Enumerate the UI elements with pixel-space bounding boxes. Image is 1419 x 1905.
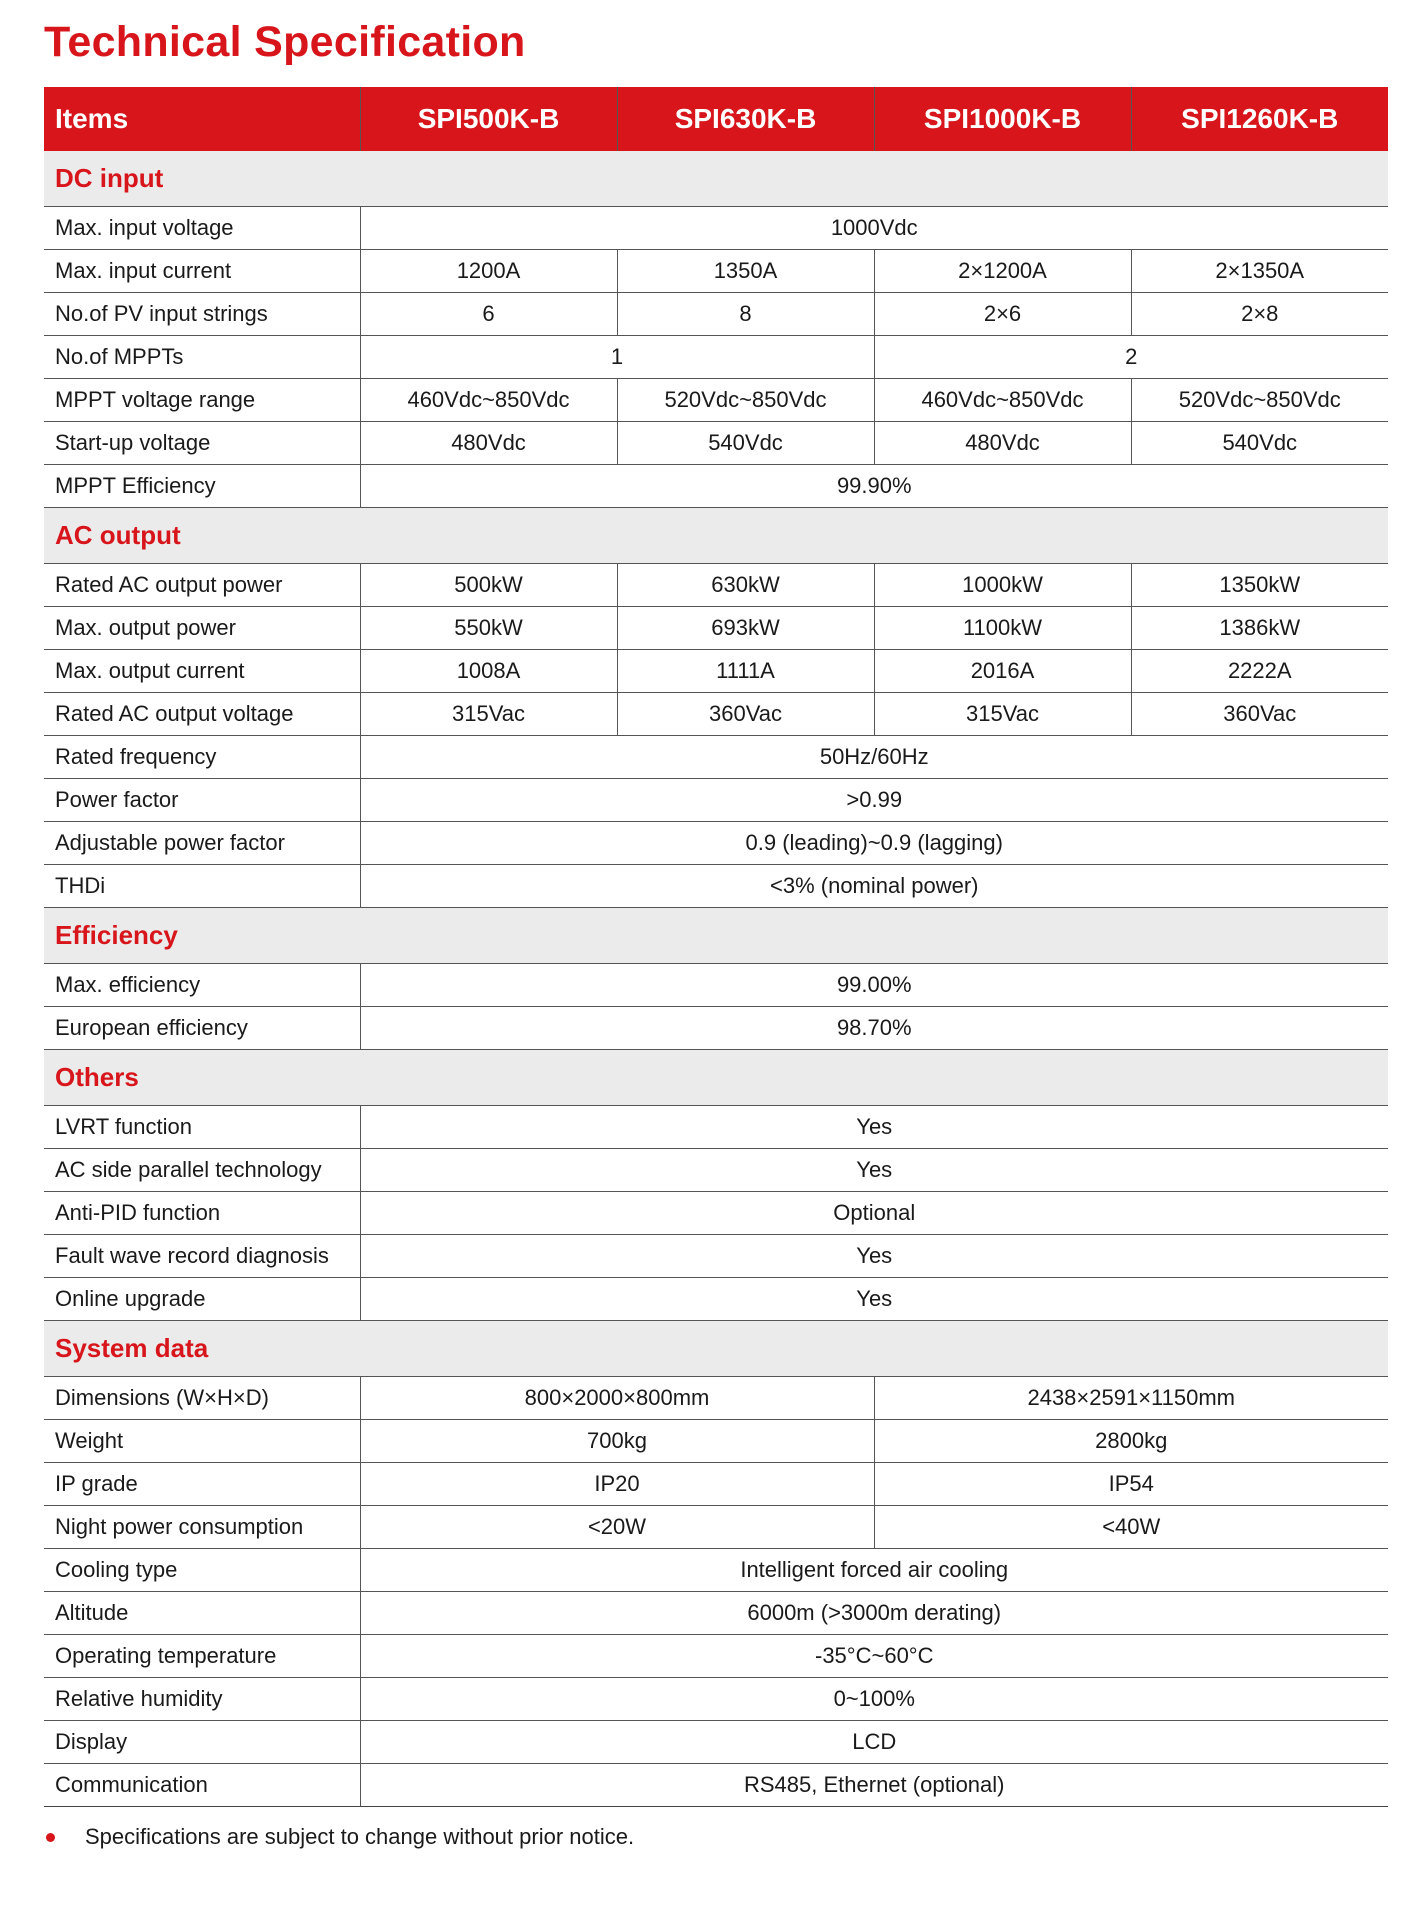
row-label: THDi: [44, 865, 360, 908]
section-header-row: [44, 508, 1388, 564]
row-value: 99.00%: [360, 964, 1388, 1007]
row-value: 1111A: [617, 650, 874, 693]
row-value: 540Vdc: [617, 422, 874, 465]
header-model: SPI500K-B: [360, 87, 617, 151]
row-label: AC side parallel technology: [44, 1149, 360, 1192]
row-label: Night power consumption: [44, 1506, 360, 1549]
row-label: Rated frequency: [44, 736, 360, 779]
row-label: Anti-PID function: [44, 1192, 360, 1235]
row-label: Dimensions (W×H×D): [44, 1377, 360, 1420]
table-row: [44, 1235, 1388, 1278]
footnote: [44, 1824, 634, 1850]
row-value: 6: [360, 293, 617, 336]
row-value: Yes: [360, 1149, 1388, 1192]
row-value: -35°C~60°C: [360, 1635, 1388, 1678]
table-row: [44, 293, 1388, 336]
row-label: Max. input voltage: [44, 207, 360, 250]
row-label: IP grade: [44, 1463, 360, 1506]
table-row: [44, 822, 1388, 865]
table-row: [44, 1549, 1388, 1592]
section-title: AC output: [44, 508, 1388, 564]
row-value: 1100kW: [874, 607, 1131, 650]
table-row: [44, 693, 1388, 736]
row-label: MPPT Efficiency: [44, 465, 360, 508]
spec-table-body: [44, 151, 1388, 1807]
row-value: 550kW: [360, 607, 617, 650]
table-row: [44, 650, 1388, 693]
row-label: No.of PV input strings: [44, 293, 360, 336]
row-label: European efficiency: [44, 1007, 360, 1050]
table-row: [44, 607, 1388, 650]
bullet-icon: [46, 1833, 55, 1842]
section-title: Efficiency: [44, 908, 1388, 964]
row-value: 1008A: [360, 650, 617, 693]
section-title: System data: [44, 1321, 1388, 1377]
row-label: Max. output power: [44, 607, 360, 650]
row-label: Start-up voltage: [44, 422, 360, 465]
row-value: 480Vdc: [874, 422, 1131, 465]
row-value: 1000kW: [874, 564, 1131, 607]
row-value: 1: [360, 336, 874, 379]
table-row: [44, 1149, 1388, 1192]
footnote-text: Specifications are subject to change without prior notice.: [85, 1824, 635, 1849]
row-label: Rated AC output power: [44, 564, 360, 607]
row-value: 1350A: [617, 250, 874, 293]
row-value: LCD: [360, 1721, 1388, 1764]
row-label: Relative humidity: [44, 1678, 360, 1721]
row-value: 520Vdc~850Vdc: [1131, 379, 1388, 422]
table-row: [44, 1007, 1388, 1050]
row-value: Optional: [360, 1192, 1388, 1235]
row-value: 2×1350A: [1131, 250, 1388, 293]
row-label: No.of MPPTs: [44, 336, 360, 379]
table-row: [44, 865, 1388, 908]
table-row: [44, 1678, 1388, 1721]
table-row: [44, 1506, 1388, 1549]
row-value: 2×8: [1131, 293, 1388, 336]
row-label: Display: [44, 1721, 360, 1764]
row-label: Max. input current: [44, 250, 360, 293]
row-value: 540Vdc: [1131, 422, 1388, 465]
table-row: [44, 422, 1388, 465]
page-title: Technical Specification: [44, 18, 526, 66]
table-row: [44, 1377, 1388, 1420]
table-row: [44, 1278, 1388, 1321]
row-label: Max. output current: [44, 650, 360, 693]
row-label: Cooling type: [44, 1549, 360, 1592]
row-label: Rated AC output voltage: [44, 693, 360, 736]
row-value: 2×6: [874, 293, 1131, 336]
row-label: Operating temperature: [44, 1635, 360, 1678]
row-value: Intelligent forced air cooling: [360, 1549, 1388, 1592]
table-row: [44, 736, 1388, 779]
section-title: Others: [44, 1050, 1388, 1106]
row-value: 1386kW: [1131, 607, 1388, 650]
section-title: DC input: [44, 151, 1388, 207]
header-model: SPI630K-B: [617, 87, 874, 151]
row-value: 2222A: [1131, 650, 1388, 693]
row-value: Yes: [360, 1278, 1388, 1321]
row-value: 800×2000×800mm: [360, 1377, 874, 1420]
row-label: Power factor: [44, 779, 360, 822]
row-label: Online upgrade: [44, 1278, 360, 1321]
header-model: SPI1260K-B: [1131, 87, 1388, 151]
section-header-row: [44, 908, 1388, 964]
row-value: 520Vdc~850Vdc: [617, 379, 874, 422]
row-value: <40W: [874, 1506, 1388, 1549]
table-row: [44, 1463, 1388, 1506]
row-value: 2438×2591×1150mm: [874, 1377, 1388, 1420]
row-value: 315Vac: [360, 693, 617, 736]
table-row: [44, 379, 1388, 422]
table-row: [44, 1106, 1388, 1149]
row-value: 99.90%: [360, 465, 1388, 508]
row-value: 1000Vdc: [360, 207, 1388, 250]
table-row: [44, 1635, 1388, 1678]
table-row: [44, 1592, 1388, 1635]
header-model: SPI1000K-B: [874, 87, 1131, 151]
row-value: 98.70%: [360, 1007, 1388, 1050]
row-value: 630kW: [617, 564, 874, 607]
row-label: Fault wave record diagnosis: [44, 1235, 360, 1278]
row-label: MPPT voltage range: [44, 379, 360, 422]
row-value: 0.9 (leading)~0.9 (lagging): [360, 822, 1388, 865]
table-row: [44, 465, 1388, 508]
row-value: 1200A: [360, 250, 617, 293]
row-value: <20W: [360, 1506, 874, 1549]
section-header-row: [44, 151, 1388, 207]
header-items: Items: [44, 87, 360, 151]
row-value: 0~100%: [360, 1678, 1388, 1721]
row-value: 1350kW: [1131, 564, 1388, 607]
table-row: [44, 1192, 1388, 1235]
row-value: RS485, Ethernet (optional): [360, 1764, 1388, 1807]
row-value: 460Vdc~850Vdc: [874, 379, 1131, 422]
table-row: [44, 1764, 1388, 1807]
row-value: 315Vac: [874, 693, 1131, 736]
table-row: [44, 1420, 1388, 1463]
row-value: IP54: [874, 1463, 1388, 1506]
row-value: 8: [617, 293, 874, 336]
row-value: 480Vdc: [360, 422, 617, 465]
table-row: [44, 336, 1388, 379]
row-value: Yes: [360, 1235, 1388, 1278]
row-label: Max. efficiency: [44, 964, 360, 1007]
table-row: [44, 207, 1388, 250]
row-value: 2: [874, 336, 1388, 379]
table-row: [44, 1721, 1388, 1764]
section-header-row: [44, 1321, 1388, 1377]
row-value: <3% (nominal power): [360, 865, 1388, 908]
row-label: Adjustable power factor: [44, 822, 360, 865]
row-value: IP20: [360, 1463, 874, 1506]
row-value: 2800kg: [874, 1420, 1388, 1463]
row-value: 460Vdc~850Vdc: [360, 379, 617, 422]
row-label: Weight: [44, 1420, 360, 1463]
row-value: >0.99: [360, 779, 1388, 822]
row-value: 6000m (>3000m derating): [360, 1592, 1388, 1635]
row-value: 360Vac: [1131, 693, 1388, 736]
spec-table: [44, 87, 1388, 1807]
row-value: 500kW: [360, 564, 617, 607]
row-label: Communication: [44, 1764, 360, 1807]
row-value: 700kg: [360, 1420, 874, 1463]
table-row: [44, 779, 1388, 822]
row-value: 360Vac: [617, 693, 874, 736]
table-row: [44, 564, 1388, 607]
row-label: LVRT function: [44, 1106, 360, 1149]
table-row: [44, 964, 1388, 1007]
section-header-row: [44, 1050, 1388, 1106]
table-header-row: [44, 87, 1388, 151]
row-value: 693kW: [617, 607, 874, 650]
row-value: Yes: [360, 1106, 1388, 1149]
row-label: Altitude: [44, 1592, 360, 1635]
row-value: 2×1200A: [874, 250, 1131, 293]
row-value: 50Hz/60Hz: [360, 736, 1388, 779]
table-row: [44, 250, 1388, 293]
row-value: 2016A: [874, 650, 1131, 693]
